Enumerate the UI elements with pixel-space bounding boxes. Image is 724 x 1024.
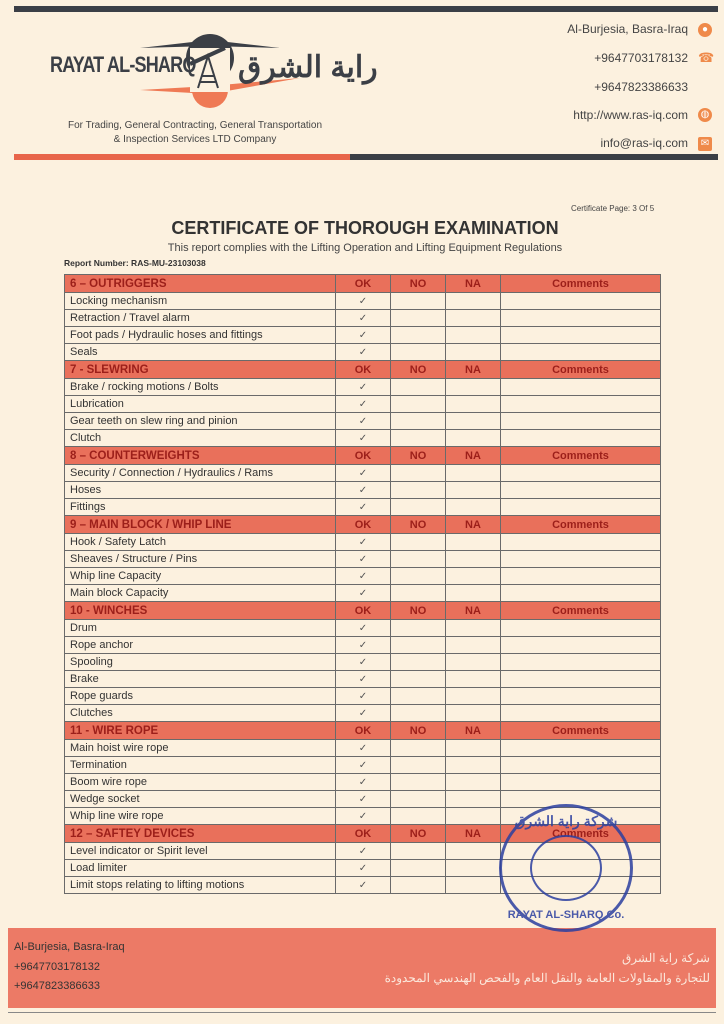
table-row xyxy=(65,740,661,757)
table-row xyxy=(65,344,661,361)
ok-check-icon: ✓ xyxy=(336,430,391,447)
item-label: Clutch xyxy=(65,430,336,447)
na-cell xyxy=(446,413,501,430)
item-label: Fittings xyxy=(65,499,336,516)
report-number: Report Number: RAS-MU-23103038 xyxy=(64,258,206,268)
table-row xyxy=(65,568,661,585)
ok-check-icon: ✓ xyxy=(336,808,391,825)
na-cell xyxy=(446,774,501,791)
comments-cell xyxy=(501,430,661,447)
item-label: Wedge socket xyxy=(65,791,336,808)
tagline-line-1: For Trading, General Contracting, General Transportation xyxy=(67,120,323,131)
contact-phone-1: +9647703178132 xyxy=(594,51,688,65)
table-row xyxy=(65,757,661,774)
item-label: Limit stops relating to lifting motions xyxy=(65,877,336,894)
ok-check-icon: ✓ xyxy=(336,465,391,482)
column-header-na: NA xyxy=(446,825,501,843)
ok-check-icon: ✓ xyxy=(336,791,391,808)
no-cell xyxy=(391,585,446,602)
na-cell xyxy=(446,430,501,447)
comments-cell xyxy=(501,705,661,722)
section-header xyxy=(65,361,661,379)
no-cell xyxy=(391,534,446,551)
column-header-no: NO xyxy=(391,275,446,293)
column-header-comments: Comments xyxy=(501,275,661,293)
column-header-comments: Comments xyxy=(501,516,661,534)
tagline-line-2: & Inspection Services LTD Company xyxy=(113,134,277,145)
table-row xyxy=(65,430,661,447)
item-label: Locking mechanism xyxy=(65,293,336,310)
comments-cell xyxy=(501,774,661,791)
na-cell xyxy=(446,877,501,894)
column-header-na: NA xyxy=(446,722,501,740)
comments-cell xyxy=(501,620,661,637)
comments-cell xyxy=(501,344,661,361)
footer-arabic-line-2: للتجارة والمقاولات العامة والنقل العام والفحص الهندسي المحدودة xyxy=(384,971,710,985)
column-header-comments: Comments xyxy=(501,361,661,379)
no-cell xyxy=(391,774,446,791)
na-cell xyxy=(446,620,501,637)
no-cell xyxy=(391,465,446,482)
section-title: 11 - WIRE ROPE xyxy=(65,722,336,740)
ok-check-icon: ✓ xyxy=(336,568,391,585)
section-header xyxy=(65,516,661,534)
ok-check-icon: ✓ xyxy=(336,740,391,757)
no-cell xyxy=(391,757,446,774)
table-row xyxy=(65,379,661,396)
comments-cell xyxy=(501,585,661,602)
ok-check-icon: ✓ xyxy=(336,705,391,722)
page-title: CERTIFICATE OF THOROUGH EXAMINATION xyxy=(171,218,559,238)
no-cell xyxy=(391,740,446,757)
column-header-ok: OK xyxy=(336,447,391,465)
na-cell xyxy=(446,344,501,361)
ok-check-icon: ✓ xyxy=(336,413,391,430)
item-label: Gear teeth on slew ring and pinion xyxy=(65,413,336,430)
stamp-text-en: RAYAT AL-SHARQ Co. xyxy=(507,909,625,921)
item-label: Rope guards xyxy=(65,688,336,705)
na-cell xyxy=(446,688,501,705)
na-cell xyxy=(446,499,501,516)
no-cell xyxy=(391,327,446,344)
item-label: Foot pads / Hydraulic hoses and fittings xyxy=(65,327,336,344)
column-header-na: NA xyxy=(446,361,501,379)
item-label: Sheaves / Structure / Pins xyxy=(65,551,336,568)
no-cell xyxy=(391,413,446,430)
no-cell xyxy=(391,860,446,877)
table-row xyxy=(65,534,661,551)
comments-cell xyxy=(501,482,661,499)
column-header-no: NO xyxy=(391,361,446,379)
bottom-divider xyxy=(8,1012,716,1013)
ok-check-icon: ✓ xyxy=(336,637,391,654)
item-label: Clutches xyxy=(65,705,336,722)
column-header-comments: Comments xyxy=(501,602,661,620)
column-header-na: NA xyxy=(446,516,501,534)
table-row xyxy=(65,310,661,327)
no-cell xyxy=(391,808,446,825)
item-label: Drum xyxy=(65,620,336,637)
footer-contacts xyxy=(14,938,125,997)
item-label: Lubrication xyxy=(65,396,336,413)
section-title: 7 - SLEWRING xyxy=(65,361,336,379)
column-header-ok: OK xyxy=(336,722,391,740)
item-label: Seals xyxy=(65,344,336,361)
item-label: Brake xyxy=(65,671,336,688)
stamp-inner-ring xyxy=(530,835,602,901)
ok-check-icon: ✓ xyxy=(336,499,391,516)
section-title: 9 – MAIN BLOCK / WHIP LINE xyxy=(65,516,336,534)
item-label: Spooling xyxy=(65,654,336,671)
na-cell xyxy=(446,757,501,774)
table-row xyxy=(65,413,661,430)
ok-check-icon: ✓ xyxy=(336,482,391,499)
table-row xyxy=(65,293,661,310)
na-cell xyxy=(446,379,501,396)
ok-check-icon: ✓ xyxy=(336,688,391,705)
item-label: Whip line wire rope xyxy=(65,808,336,825)
comments-cell xyxy=(501,327,661,344)
no-cell xyxy=(391,344,446,361)
comments-cell xyxy=(501,637,661,654)
no-cell xyxy=(391,654,446,671)
ok-check-icon: ✓ xyxy=(336,654,391,671)
item-label: Boom wire rope xyxy=(65,774,336,791)
table-row xyxy=(65,499,661,516)
no-cell xyxy=(391,688,446,705)
comments-cell xyxy=(501,551,661,568)
na-cell xyxy=(446,396,501,413)
contact-address: Al-Burjesia, Basra-Iraq xyxy=(567,22,688,36)
comments-cell xyxy=(501,740,661,757)
no-cell xyxy=(391,877,446,894)
table-row xyxy=(65,465,661,482)
column-header-no: NO xyxy=(391,602,446,620)
column-header-comments: Comments xyxy=(501,722,661,740)
table-row xyxy=(65,327,661,344)
company-tagline xyxy=(40,119,350,147)
item-label: Hoses xyxy=(65,482,336,499)
comments-cell xyxy=(501,654,661,671)
na-cell xyxy=(446,637,501,654)
section-header xyxy=(65,275,661,293)
item-label: Level indicator or Spirit level xyxy=(65,843,336,860)
no-cell xyxy=(391,705,446,722)
na-cell xyxy=(446,310,501,327)
contact-website[interactable]: http://www.ras-iq.com xyxy=(573,108,688,122)
ok-check-icon: ✓ xyxy=(336,327,391,344)
no-cell xyxy=(391,430,446,447)
location-icon: ● xyxy=(698,23,712,37)
section-header xyxy=(65,722,661,740)
contact-email[interactable]: info@ras-iq.com xyxy=(600,136,688,150)
footer-address: Al-Burjesia, Basra-Iraq xyxy=(14,941,125,953)
na-cell xyxy=(446,585,501,602)
header-divider-orange xyxy=(14,154,350,160)
na-cell xyxy=(446,327,501,344)
column-header-ok: OK xyxy=(336,825,391,843)
logo-text-en: RAYAT AL-SHARQ xyxy=(50,52,196,77)
phone-icon: ☎ xyxy=(698,50,715,65)
comments-cell xyxy=(501,534,661,551)
contact-phone-2: +9647823386633 xyxy=(594,80,688,94)
company-stamp xyxy=(499,804,633,932)
table-row xyxy=(65,774,661,791)
section-title: 12 – SAFTEY DEVICES xyxy=(65,825,336,843)
item-label: Retraction / Travel alarm xyxy=(65,310,336,327)
ok-check-icon: ✓ xyxy=(336,843,391,860)
table-row xyxy=(65,654,661,671)
ok-check-icon: ✓ xyxy=(336,877,391,894)
ok-check-icon: ✓ xyxy=(336,774,391,791)
no-cell xyxy=(391,551,446,568)
item-label: Security / Connection / Hydraulics / Rams xyxy=(65,465,336,482)
na-cell xyxy=(446,465,501,482)
comments-cell xyxy=(501,688,661,705)
table-row xyxy=(65,482,661,499)
no-cell xyxy=(391,791,446,808)
no-cell xyxy=(391,310,446,327)
table-row xyxy=(65,705,661,722)
ok-check-icon: ✓ xyxy=(336,310,391,327)
ok-check-icon: ✓ xyxy=(336,585,391,602)
table-row xyxy=(65,671,661,688)
ok-check-icon: ✓ xyxy=(336,551,391,568)
column-header-na: NA xyxy=(446,275,501,293)
globe-icon: ◍ xyxy=(698,108,712,122)
column-header-no: NO xyxy=(391,825,446,843)
ok-check-icon: ✓ xyxy=(336,344,391,361)
na-cell xyxy=(446,705,501,722)
table-row xyxy=(65,688,661,705)
ok-check-icon: ✓ xyxy=(336,860,391,877)
no-cell xyxy=(391,293,446,310)
column-header-na: NA xyxy=(446,602,501,620)
column-header-no: NO xyxy=(391,516,446,534)
ok-check-icon: ✓ xyxy=(336,379,391,396)
comments-cell xyxy=(501,757,661,774)
certificate-page: Certificate Page: 3 Of 5 xyxy=(571,204,655,213)
na-cell xyxy=(446,568,501,585)
no-cell xyxy=(391,379,446,396)
stamp-text-ar: شركة راية الشرق xyxy=(514,813,618,829)
section-title: 6 – OUTRIGGERS xyxy=(65,275,336,293)
column-header-no: NO xyxy=(391,722,446,740)
column-header-comments: Comments xyxy=(501,447,661,465)
column-header-ok: OK xyxy=(336,602,391,620)
no-cell xyxy=(391,482,446,499)
item-label: Rope anchor xyxy=(65,637,336,654)
na-cell xyxy=(446,551,501,568)
ok-check-icon: ✓ xyxy=(336,620,391,637)
table-row xyxy=(65,551,661,568)
column-header-ok: OK xyxy=(336,361,391,379)
na-cell xyxy=(446,671,501,688)
comments-cell xyxy=(501,465,661,482)
comments-cell xyxy=(501,293,661,310)
logo-text-ar: راية الشرق xyxy=(238,51,378,84)
header-divider-dark xyxy=(350,154,718,160)
table-row xyxy=(65,620,661,637)
comments-cell xyxy=(501,499,661,516)
na-cell xyxy=(446,740,501,757)
na-cell xyxy=(446,482,501,499)
column-header-no: NO xyxy=(391,447,446,465)
column-header-ok: OK xyxy=(336,275,391,293)
item-label: Main block Capacity xyxy=(65,585,336,602)
footer-arabic-line-1: شركة راية الشرق xyxy=(621,951,710,965)
no-cell xyxy=(391,499,446,516)
comments-cell xyxy=(501,310,661,327)
no-cell xyxy=(391,671,446,688)
column-header-na: NA xyxy=(446,447,501,465)
section-title: 8 – COUNTERWEIGHTS xyxy=(65,447,336,465)
examination-table xyxy=(64,274,661,894)
item-label: Main hoist wire rope xyxy=(65,740,336,757)
ok-check-icon: ✓ xyxy=(336,293,391,310)
table-row xyxy=(65,637,661,654)
page-subtitle: This report complies with the Lifting Operation and Lifting Equipment Regulations xyxy=(167,242,563,254)
na-cell xyxy=(446,843,501,860)
comments-cell xyxy=(501,396,661,413)
no-cell xyxy=(391,568,446,585)
ok-check-icon: ✓ xyxy=(336,757,391,774)
na-cell xyxy=(446,654,501,671)
ok-check-icon: ✓ xyxy=(336,534,391,551)
item-label: Termination xyxy=(65,757,336,774)
item-label: Whip line Capacity xyxy=(65,568,336,585)
column-header-comments: Comments xyxy=(501,825,661,843)
no-cell xyxy=(391,396,446,413)
na-cell xyxy=(446,791,501,808)
comments-cell xyxy=(501,413,661,430)
item-label: Hook / Safety Latch xyxy=(65,534,336,551)
no-cell xyxy=(391,843,446,860)
na-cell xyxy=(446,293,501,310)
comments-cell xyxy=(501,379,661,396)
footer-phone-2: +9647823386633 xyxy=(14,980,100,992)
mail-icon: ✉ xyxy=(698,137,712,151)
ok-check-icon: ✓ xyxy=(336,671,391,688)
table-row xyxy=(65,585,661,602)
comments-cell xyxy=(501,671,661,688)
na-cell xyxy=(446,860,501,877)
item-label: Load limiter xyxy=(65,860,336,877)
comments-cell xyxy=(501,568,661,585)
section-title: 10 - WINCHES xyxy=(65,602,336,620)
ok-check-icon: ✓ xyxy=(336,396,391,413)
section-header xyxy=(65,602,661,620)
na-cell xyxy=(446,808,501,825)
no-cell xyxy=(391,637,446,654)
na-cell xyxy=(446,534,501,551)
section-header xyxy=(65,447,661,465)
no-cell xyxy=(391,620,446,637)
column-header-ok: OK xyxy=(336,516,391,534)
footer-phone-1: +9647703178132 xyxy=(14,960,100,973)
top-divider xyxy=(14,6,718,12)
footer-arabic xyxy=(385,948,710,988)
item-label: Brake / rocking motions / Bolts xyxy=(65,379,336,396)
table-row xyxy=(65,396,661,413)
